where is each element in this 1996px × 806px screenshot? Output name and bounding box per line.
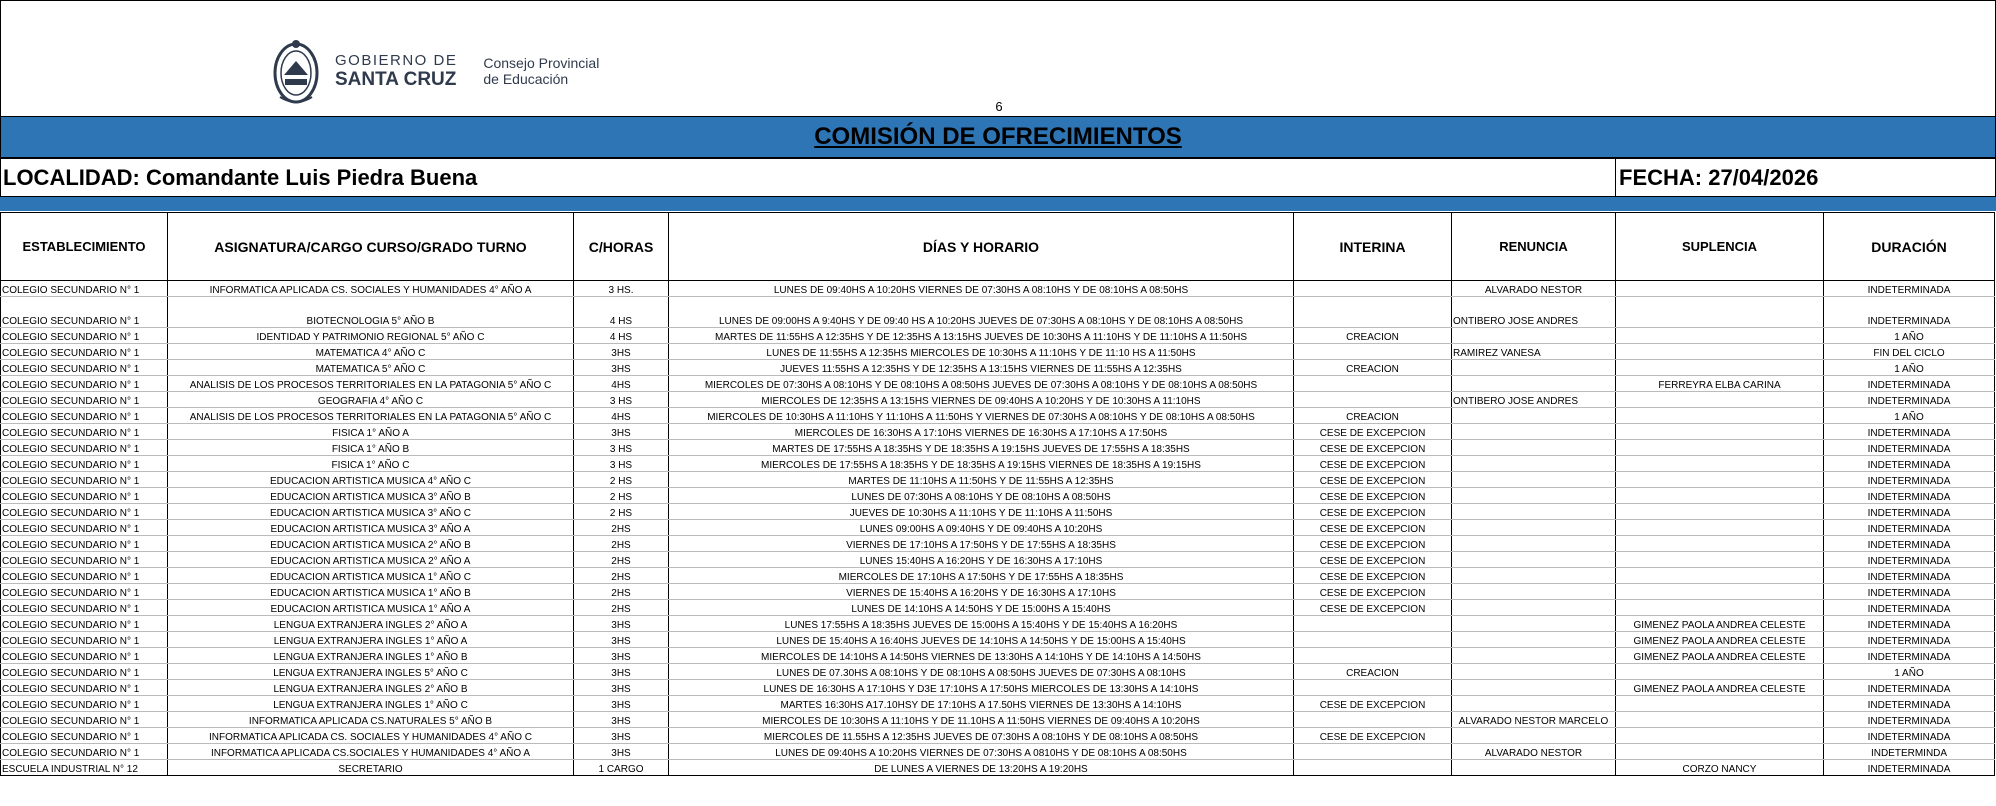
cell-renuncia <box>1452 680 1616 696</box>
cell-horas: 2HS <box>574 552 669 568</box>
page-title: COMISIÓN DE OFRECIMIENTOS <box>814 123 1182 150</box>
cell-asignatura: FISICA 1° AÑO C <box>168 456 574 472</box>
cell-duracion: INDETERMINADA <box>1824 536 1995 552</box>
cell-interina: CESE DE EXCEPCION <box>1294 472 1452 488</box>
cell-horario: LUNES DE 15:40HS A 16:40HS JUEVES DE 14:10HS A 14:50HS Y DE 15:00HS A 15:40HS <box>669 632 1294 648</box>
cell-interina <box>1294 392 1452 408</box>
cell-interina: CESE DE EXCEPCION <box>1294 552 1452 568</box>
location-date-row <box>0 158 1996 197</box>
cell-duracion: INDETERMINADA <box>1824 760 1995 776</box>
table-row <box>1 488 1995 504</box>
cell-horario: MARTES DE 11:10HS A 11:50HS Y DE 11:55HS A 12:35HS <box>669 472 1294 488</box>
cell-suplencia <box>1616 392 1824 408</box>
cell-duracion: INDETERMINADA <box>1824 504 1995 520</box>
cell-horas: 3HS <box>574 360 669 376</box>
table-row <box>1 536 1995 552</box>
cell-establecimiento: COLEGIO SECUNDARIO N° 1 <box>1 680 168 696</box>
cell-horas: 2HS <box>574 536 669 552</box>
cell-interina <box>1294 632 1452 648</box>
cell-horas: 3 HS <box>574 440 669 456</box>
cell-establecimiento: COLEGIO SECUNDARIO N° 1 <box>1 504 168 520</box>
table-row <box>1 712 1995 728</box>
table-row <box>1 600 1995 616</box>
cell-asignatura: LENGUA EXTRANJERA INGLES 1° AÑO C <box>168 696 574 712</box>
cell-establecimiento: COLEGIO SECUNDARIO N° 1 <box>1 360 168 376</box>
cell-horario: MIERCOLES DE 12:35HS A 13:15HS VIERNES DE 09:40HS A 10:20HS Y DE 10:30HS A 11:10HS <box>669 392 1294 408</box>
cell-suplencia <box>1616 408 1824 424</box>
cell-horario: LUNES DE 11:55HS A 12:35HS MIERCOLES DE 10:30HS A 11:10HS Y DE 11:10 HS A 11:50HS <box>669 344 1294 360</box>
cell-duracion: INDETERMINADA <box>1824 520 1995 536</box>
cell-duracion: INDETERMINADA <box>1824 488 1995 504</box>
cell-horas: 4HS <box>574 376 669 392</box>
cell-duracion: INDETERMINADA <box>1824 568 1995 584</box>
cell-establecimiento: COLEGIO SECUNDARIO N° 1 <box>1 632 168 648</box>
cell-asignatura: EDUCACION ARTISTICA MUSICA 3° AÑO C <box>168 504 574 520</box>
cell-suplencia <box>1616 424 1824 440</box>
cell-suplencia <box>1616 664 1824 680</box>
table-row <box>1 760 1995 776</box>
cell-horas: 1 CARGO <box>574 760 669 776</box>
cell-suplencia <box>1616 297 1824 328</box>
cell-establecimiento: COLEGIO SECUNDARIO N° 1 <box>1 520 168 536</box>
cell-interina <box>1294 760 1452 776</box>
cell-horario: LUNES DE 09:00HS A 9:40HS Y DE 09:40 HS A 10:20HS JUEVES DE 07:30HS A 08:10HS Y DE 08:10HS A 08:50HS <box>669 297 1294 328</box>
cell-asignatura: INFORMATICA APLICADA CS.SOCIALES Y HUMANIDADES 4° AÑO A <box>168 744 574 760</box>
cell-establecimiento: COLEGIO SECUNDARIO N° 1 <box>1 376 168 392</box>
cell-suplencia <box>1616 696 1824 712</box>
table-row <box>1 520 1995 536</box>
fecha-label: FECHA: 27/04/2026 <box>1619 165 1819 190</box>
table-row <box>1 392 1995 408</box>
cell-horario: VIERNES DE 15:40HS A 16:20HS Y DE 16:30HS A 17:10HS <box>669 584 1294 600</box>
table-header-row <box>1 213 1995 281</box>
cell-renuncia <box>1452 600 1616 616</box>
cell-asignatura: INFORMATICA APLICADA CS. SOCIALES Y HUMANIDADES 4° AÑO A <box>168 281 574 297</box>
cell-duracion: INDETERMINADA <box>1824 297 1995 328</box>
cell-duracion: INDETERMINDA <box>1824 744 1995 760</box>
cell-asignatura: INFORMATICA APLICADA CS.NATURALES 5° AÑO B <box>168 712 574 728</box>
cell-renuncia <box>1452 696 1616 712</box>
cell-interina: CESE DE EXCEPCION <box>1294 440 1452 456</box>
cell-establecimiento: COLEGIO SECUNDARIO N° 1 <box>1 281 168 297</box>
cell-interina <box>1294 344 1452 360</box>
cell-horario: MARTES DE 17:55HS A 18:35HS Y DE 18:35HS A 19:15HS JUEVES DE 17:55HS A 18:35HS <box>669 440 1294 456</box>
offers-table <box>0 212 1995 776</box>
cell-establecimiento: COLEGIO SECUNDARIO N° 1 <box>1 552 168 568</box>
cell-asignatura: MATEMATICA 4° AÑO C <box>168 344 574 360</box>
column-header-duracion: DURACIÓN <box>1824 213 1995 281</box>
cell-renuncia <box>1452 568 1616 584</box>
cell-horario: LUNES 17:55HS A 18:35HS JUEVES DE 15:00HS A 15:40HS Y DE 15:40HS A 16:20HS <box>669 616 1294 632</box>
cell-establecimiento: COLEGIO SECUNDARIO N° 1 <box>1 712 168 728</box>
cell-horario: MIERCOLES DE 10:30HS A 11:10HS Y 11:10HS A 11:50HS Y VIERNES DE 07:30HS A 08:10HS Y DE 08:10HS A 08:50HS <box>669 408 1294 424</box>
cell-horario: JUEVES 11:55HS A 12:35HS Y DE 12:35HS A 13:15HS VIERNES DE 11:55HS A 12:35HS <box>669 360 1294 376</box>
cell-establecimiento: COLEGIO SECUNDARIO N° 1 <box>1 664 168 680</box>
cell-asignatura: LENGUA EXTRANJERA INGLES 1° AÑO A <box>168 632 574 648</box>
cell-horario: LUNES DE 14:10HS A 14:50HS Y DE 15:00HS A 15:40HS <box>669 600 1294 616</box>
cell-establecimiento: COLEGIO SECUNDARIO N° 1 <box>1 696 168 712</box>
table-row <box>1 552 1995 568</box>
cell-duracion: INDETERMINADA <box>1824 648 1995 664</box>
cell-establecimiento: COLEGIO SECUNDARIO N° 1 <box>1 328 168 344</box>
cell-renuncia <box>1452 472 1616 488</box>
cell-horas: 2HS <box>574 520 669 536</box>
table-row <box>1 504 1995 520</box>
table-row <box>1 632 1995 648</box>
cell-asignatura: EDUCACION ARTISTICA MUSICA 1° AÑO A <box>168 600 574 616</box>
table-row <box>1 568 1995 584</box>
title-bar <box>0 116 1996 158</box>
cell-duracion: INDETERMINADA <box>1824 600 1995 616</box>
column-header-establecimiento: ESTABLECIMIENTO <box>1 213 168 281</box>
cell-renuncia: ALVARADO NESTOR <box>1452 744 1616 760</box>
cell-suplencia: GIMENEZ PAOLA ANDREA CELESTE <box>1616 648 1824 664</box>
cell-renuncia <box>1452 552 1616 568</box>
province-seal-icon <box>271 35 321 107</box>
cell-renuncia <box>1452 328 1616 344</box>
cell-suplencia <box>1616 344 1824 360</box>
cell-suplencia <box>1616 600 1824 616</box>
cell-horario: MARTES 16:30HS A17.10HSY DE 17:10HS A 17.50HS VIERNES DE 13:30HS A 14:10HS <box>669 696 1294 712</box>
cell-duracion: INDETERMINADA <box>1824 584 1995 600</box>
cell-renuncia <box>1452 648 1616 664</box>
cell-horas: 3HS <box>574 728 669 744</box>
cell-renuncia: ONTIBERO JOSE ANDRES <box>1452 297 1616 328</box>
cell-horas: 2 HS <box>574 472 669 488</box>
cell-duracion: 1 AÑO <box>1824 664 1995 680</box>
cell-renuncia <box>1452 376 1616 392</box>
cell-duracion: 1 AÑO <box>1824 408 1995 424</box>
cell-suplencia <box>1616 728 1824 744</box>
cell-horario: MIERCOLES DE 17:10HS A 17:50HS Y DE 17:55HS A 18:35HS <box>669 568 1294 584</box>
cell-asignatura: EDUCACION ARTISTICA MUSICA 1° AÑO B <box>168 584 574 600</box>
cell-renuncia: RAMIREZ VANESA <box>1452 344 1616 360</box>
cell-horas: 3HS <box>574 616 669 632</box>
cell-interina: CREACION <box>1294 328 1452 344</box>
cell-duracion: INDETERMINADA <box>1824 696 1995 712</box>
cell-renuncia <box>1452 520 1616 536</box>
cell-horas: 3 HS. <box>574 281 669 297</box>
cell-interina: CESE DE EXCEPCION <box>1294 696 1452 712</box>
cell-renuncia <box>1452 664 1616 680</box>
cell-asignatura: LENGUA EXTRANJERA INGLES 1° AÑO B <box>168 648 574 664</box>
cell-establecimiento: COLEGIO SECUNDARIO N° 1 <box>1 728 168 744</box>
cell-asignatura: FISICA 1° AÑO A <box>168 424 574 440</box>
column-header-suplencia: SUPLENCIA <box>1616 213 1824 281</box>
cell-establecimiento: COLEGIO SECUNDARIO N° 1 <box>1 472 168 488</box>
cell-horario: MIERCOLES DE 14:10HS A 14:50HS VIERNES DE 13:30HS A 14:10HS Y DE 14:10HS A 14:50HS <box>669 648 1294 664</box>
table-body <box>1 281 1995 776</box>
cell-duracion: INDETERMINADA <box>1824 616 1995 632</box>
cell-duracion: INDETERMINADA <box>1824 440 1995 456</box>
cell-horas: 4 HS <box>574 328 669 344</box>
table-row <box>1 680 1995 696</box>
cell-establecimiento: COLEGIO SECUNDARIO N° 1 <box>1 408 168 424</box>
cell-interina <box>1294 648 1452 664</box>
separator-strip <box>0 197 1996 211</box>
cell-asignatura: LENGUA EXTRANJERA INGLES 2° AÑO B <box>168 680 574 696</box>
cell-establecimiento: COLEGIO SECUNDARIO N° 1 <box>1 648 168 664</box>
localidad-label: LOCALIDAD: Comandante Luis Piedra Buena <box>1 159 1616 196</box>
cell-suplencia <box>1616 281 1824 297</box>
cell-establecimiento: COLEGIO SECUNDARIO N° 1 <box>1 536 168 552</box>
government-logo <box>271 35 599 107</box>
cell-interina <box>1294 680 1452 696</box>
table-row <box>1 360 1995 376</box>
column-header-horario: DÍAS Y HORARIO <box>669 213 1294 281</box>
cell-suplencia <box>1616 504 1824 520</box>
table-row <box>1 328 1995 344</box>
cell-asignatura: EDUCACION ARTISTICA MUSICA 2° AÑO B <box>168 536 574 552</box>
cell-asignatura: EDUCACION ARTISTICA MUSICA 2° AÑO A <box>168 552 574 568</box>
gobierno-line1: GOBIERNO DE <box>335 52 458 69</box>
cell-duracion: INDETERMINADA <box>1824 376 1995 392</box>
cell-asignatura: SECRETARIO <box>168 760 574 776</box>
cell-duracion: INDETERMINADA <box>1824 472 1995 488</box>
cell-suplencia: GIMENEZ PAOLA ANDREA CELESTE <box>1616 616 1824 632</box>
cell-horario: LUNES DE 07:30HS A 08:10HS Y DE 08:10HS A 08:50HS <box>669 488 1294 504</box>
table-row <box>1 456 1995 472</box>
cell-horas: 2 HS <box>574 504 669 520</box>
cell-duracion: FIN DEL CICLO <box>1824 344 1995 360</box>
cell-horario: DE LUNES A VIERNES DE 13:20HS A 19:20HS <box>669 760 1294 776</box>
cell-establecimiento: COLEGIO SECUNDARIO N° 1 <box>1 600 168 616</box>
table-row <box>1 440 1995 456</box>
column-header-renuncia: RENUNCIA <box>1452 213 1616 281</box>
cell-asignatura: IDENTIDAD Y PATRIMONIO REGIONAL 5° AÑO C <box>168 328 574 344</box>
cell-suplencia <box>1616 456 1824 472</box>
cell-suplencia <box>1616 328 1824 344</box>
cell-renuncia <box>1452 424 1616 440</box>
cell-horas: 3HS <box>574 680 669 696</box>
cell-interina: CESE DE EXCEPCION <box>1294 728 1452 744</box>
cell-horario: MARTES DE 11:55HS A 12:35HS Y DE 12:35HS A 13:15HS JUEVES DE 10:30HS A 11:10HS Y DE 11:10HS A 11:50HS <box>669 328 1294 344</box>
cell-renuncia <box>1452 456 1616 472</box>
cell-renuncia: ONTIBERO JOSE ANDRES <box>1452 392 1616 408</box>
cell-duracion: INDETERMINADA <box>1824 680 1995 696</box>
table-row <box>1 744 1995 760</box>
cell-asignatura: EDUCACION ARTISTICA MUSICA 4° AÑO C <box>168 472 574 488</box>
cell-establecimiento: COLEGIO SECUNDARIO N° 1 <box>1 456 168 472</box>
table-row <box>1 616 1995 632</box>
cell-horario: MIERCOLES DE 16:30HS A 17:10HS VIERNES DE 16:30HS A 17:10HS A 17:50HS <box>669 424 1294 440</box>
table-row <box>1 408 1995 424</box>
cell-asignatura: BIOTECNOLOGIA 5° AÑO B <box>168 297 574 328</box>
cell-horas: 3HS <box>574 344 669 360</box>
cell-horario: LUNES 09:00HS A 09:40HS Y DE 09:40HS A 10:20HS <box>669 520 1294 536</box>
table-row <box>1 696 1995 712</box>
cell-horario: MIERCOLES DE 11.55HS A 12:35HS JUEVES DE 07:30HS A 08:10HS Y DE 08:10HS A 08:50HS <box>669 728 1294 744</box>
cell-suplencia <box>1616 712 1824 728</box>
column-header-horas: C/HORAS <box>574 213 669 281</box>
cell-suplencia: GIMENEZ PAOLA ANDREA CELESTE <box>1616 632 1824 648</box>
cell-horario: LUNES 15:40HS A 16:20HS Y DE 16:30HS A 17:10HS <box>669 552 1294 568</box>
cell-establecimiento: COLEGIO SECUNDARIO N° 1 <box>1 440 168 456</box>
cell-asignatura: FISICA 1° AÑO B <box>168 440 574 456</box>
cell-renuncia <box>1452 408 1616 424</box>
cell-establecimiento: COLEGIO SECUNDARIO N° 1 <box>1 424 168 440</box>
table-row <box>1 664 1995 680</box>
cell-establecimiento: COLEGIO SECUNDARIO N° 1 <box>1 392 168 408</box>
header-band <box>0 0 1996 117</box>
cell-asignatura: ANALISIS DE LOS PROCESOS TERRITORIALES EN LA PATAGONIA 5° AÑO C <box>168 408 574 424</box>
gobierno-line2: SANTA CRUZ <box>335 69 457 90</box>
cell-asignatura: GEOGRAFIA 4° AÑO C <box>168 392 574 408</box>
cell-asignatura: LENGUA EXTRANJERA INGLES 5° AÑO C <box>168 664 574 680</box>
cell-duracion: INDETERMINADA <box>1824 632 1995 648</box>
cell-establecimiento: ESCUELA INDUSTRIAL N° 12 <box>1 760 168 776</box>
cell-horario: JUEVES DE 10:30HS A 11:10HS Y DE 11:10HS A 11:50HS <box>669 504 1294 520</box>
table-row <box>1 648 1995 664</box>
cell-horas: 3HS <box>574 664 669 680</box>
cell-interina <box>1294 376 1452 392</box>
cell-horas: 2HS <box>574 600 669 616</box>
column-header-asignatura: ASIGNATURA/CARGO CURSO/GRADO TURNO <box>168 213 574 281</box>
cell-duracion: 1 AÑO <box>1824 328 1995 344</box>
cell-suplencia <box>1616 584 1824 600</box>
cell-horario: MIERCOLES DE 10:30HS A 11:10HS Y DE 11.10HS A 11:50HS VIERNES DE 09:40HS A 10:20HS <box>669 712 1294 728</box>
cell-renuncia <box>1452 440 1616 456</box>
page-number: 6 <box>995 99 1003 114</box>
cell-interina: CESE DE EXCEPCION <box>1294 504 1452 520</box>
cell-horario: MIERCOLES DE 07:30HS A 08:10HS Y DE 08:10HS A 08:50HS JUEVES DE 07:30HS A 08:10HS Y DE 08:10HS A 08:50HS <box>669 376 1294 392</box>
cell-asignatura: LENGUA EXTRANJERA INGLES 2° AÑO A <box>168 616 574 632</box>
cell-interina: CESE DE EXCEPCION <box>1294 584 1452 600</box>
cell-interina: CESE DE EXCEPCION <box>1294 456 1452 472</box>
cell-suplencia <box>1616 744 1824 760</box>
cell-horas: 3 HS <box>574 392 669 408</box>
cell-horas: 3 HS <box>574 456 669 472</box>
cell-suplencia <box>1616 440 1824 456</box>
cell-interina: CREACION <box>1294 664 1452 680</box>
cell-suplencia <box>1616 568 1824 584</box>
cell-horas: 4HS <box>574 408 669 424</box>
cell-interina <box>1294 744 1452 760</box>
cell-horas: 2HS <box>574 568 669 584</box>
table-row <box>1 584 1995 600</box>
cell-establecimiento: COLEGIO SECUNDARIO N° 1 <box>1 584 168 600</box>
table-row <box>1 344 1995 360</box>
cell-horas: 3HS <box>574 744 669 760</box>
cell-horario: LUNES DE 09:40HS A 10:20HS VIERNES DE 07:30HS A 08:10HS Y DE 08:10HS A 08:50HS <box>669 281 1294 297</box>
cell-horas: 2 HS <box>574 488 669 504</box>
consejo-line2: de Educación <box>483 71 569 87</box>
cell-interina <box>1294 297 1452 328</box>
cell-horario: LUNES DE 16:30HS A 17:10HS Y D3E 17:10HS A 17:50HS MIERCOLES DE 13:30HS A 14:10HS <box>669 680 1294 696</box>
cell-duracion: INDETERMINADA <box>1824 456 1995 472</box>
cell-duracion: INDETERMINADA <box>1824 392 1995 408</box>
cell-establecimiento: COLEGIO SECUNDARIO N° 1 <box>1 344 168 360</box>
cell-asignatura: MATEMATICA 5° AÑO C <box>168 360 574 376</box>
cell-interina: CESE DE EXCEPCION <box>1294 488 1452 504</box>
consejo-line1: Consejo Provincial <box>483 55 600 71</box>
cell-interina: CREACION <box>1294 360 1452 376</box>
cell-asignatura: EDUCACION ARTISTICA MUSICA 1° AÑO C <box>168 568 574 584</box>
cell-renuncia <box>1452 632 1616 648</box>
cell-renuncia <box>1452 728 1616 744</box>
cell-renuncia <box>1452 616 1616 632</box>
table-row <box>1 297 1995 328</box>
cell-establecimiento: COLEGIO SECUNDARIO N° 1 <box>1 488 168 504</box>
cell-interina <box>1294 281 1452 297</box>
cell-asignatura: EDUCACION ARTISTICA MUSICA 3° AÑO A <box>168 520 574 536</box>
cell-suplencia <box>1616 488 1824 504</box>
cell-renuncia <box>1452 760 1616 776</box>
cell-renuncia: ALVARADO NESTOR <box>1452 281 1616 297</box>
cell-duracion: INDETERMINADA <box>1824 552 1995 568</box>
cell-interina <box>1294 712 1452 728</box>
cell-suplencia <box>1616 536 1824 552</box>
cell-horario: VIERNES DE 17:10HS A 17:50HS Y DE 17:55HS A 18:35HS <box>669 536 1294 552</box>
cell-asignatura: EDUCACION ARTISTICA MUSICA 3° AÑO B <box>168 488 574 504</box>
cell-suplencia: FERREYRA ELBA CARINA <box>1616 376 1824 392</box>
cell-horario: LUNES DE 07.30HS A 08:10HS Y DE 08:10HS A 08:50HS JUEVES DE 07:30HS A 08:10HS <box>669 664 1294 680</box>
table-row <box>1 472 1995 488</box>
cell-renuncia <box>1452 536 1616 552</box>
cell-establecimiento: COLEGIO SECUNDARIO N° 1 <box>1 297 168 328</box>
cell-suplencia: CORZO NANCY <box>1616 760 1824 776</box>
cell-interina: CESE DE EXCEPCION <box>1294 568 1452 584</box>
cell-establecimiento: COLEGIO SECUNDARIO N° 1 <box>1 616 168 632</box>
cell-duracion: INDETERMINADA <box>1824 281 1995 297</box>
cell-horas: 3HS <box>574 696 669 712</box>
cell-interina: CREACION <box>1294 408 1452 424</box>
cell-suplencia <box>1616 360 1824 376</box>
cell-asignatura: INFORMATICA APLICADA CS. SOCIALES Y HUMANIDADES 4° AÑO C <box>168 728 574 744</box>
cell-suplencia <box>1616 520 1824 536</box>
cell-horas: 3HS <box>574 648 669 664</box>
cell-interina: CESE DE EXCEPCION <box>1294 536 1452 552</box>
column-header-interina: INTERINA <box>1294 213 1452 281</box>
cell-duracion: INDETERMINADA <box>1824 424 1995 440</box>
cell-interina: CESE DE EXCEPCION <box>1294 520 1452 536</box>
cell-horas: 3HS <box>574 712 669 728</box>
cell-horas: 2HS <box>574 584 669 600</box>
cell-renuncia <box>1452 584 1616 600</box>
cell-renuncia <box>1452 488 1616 504</box>
cell-asignatura: ANALISIS DE LOS PROCESOS TERRITORIALES EN LA PATAGONIA 5° AÑO C <box>168 376 574 392</box>
cell-horas: 3HS <box>574 424 669 440</box>
cell-interina: CESE DE EXCEPCION <box>1294 424 1452 440</box>
gobierno-wordmark <box>335 53 457 89</box>
cell-interina <box>1294 616 1452 632</box>
table-row <box>1 281 1995 297</box>
consejo-wordmark <box>483 55 599 87</box>
cell-horario: MIERCOLES DE 17:55HS A 18:35HS Y DE 18:35HS A 19:15HS VIERNES DE 18:35HS A 19:15HS <box>669 456 1294 472</box>
cell-renuncia <box>1452 360 1616 376</box>
table-row <box>1 424 1995 440</box>
cell-establecimiento: COLEGIO SECUNDARIO N° 1 <box>1 744 168 760</box>
cell-duracion: INDETERMINADA <box>1824 712 1995 728</box>
cell-horario: LUNES DE 09:40HS A 10:20HS VIERNES DE 07:30HS A 0810HS Y DE 08:10HS A 08:50HS <box>669 744 1294 760</box>
cell-establecimiento: COLEGIO SECUNDARIO N° 1 <box>1 568 168 584</box>
cell-suplencia <box>1616 472 1824 488</box>
cell-suplencia: GIMENEZ PAOLA ANDREA CELESTE <box>1616 680 1824 696</box>
cell-suplencia <box>1616 552 1824 568</box>
cell-interina: CESE DE EXCEPCION <box>1294 600 1452 616</box>
table-row <box>1 376 1995 392</box>
cell-renuncia: ALVARADO NESTOR MARCELO <box>1452 712 1616 728</box>
table-row <box>1 728 1995 744</box>
cell-horas: 4 HS <box>574 297 669 328</box>
cell-renuncia <box>1452 504 1616 520</box>
cell-duracion: 1 AÑO <box>1824 360 1995 376</box>
cell-duracion: INDETERMINADA <box>1824 728 1995 744</box>
cell-horas: 3HS <box>574 632 669 648</box>
